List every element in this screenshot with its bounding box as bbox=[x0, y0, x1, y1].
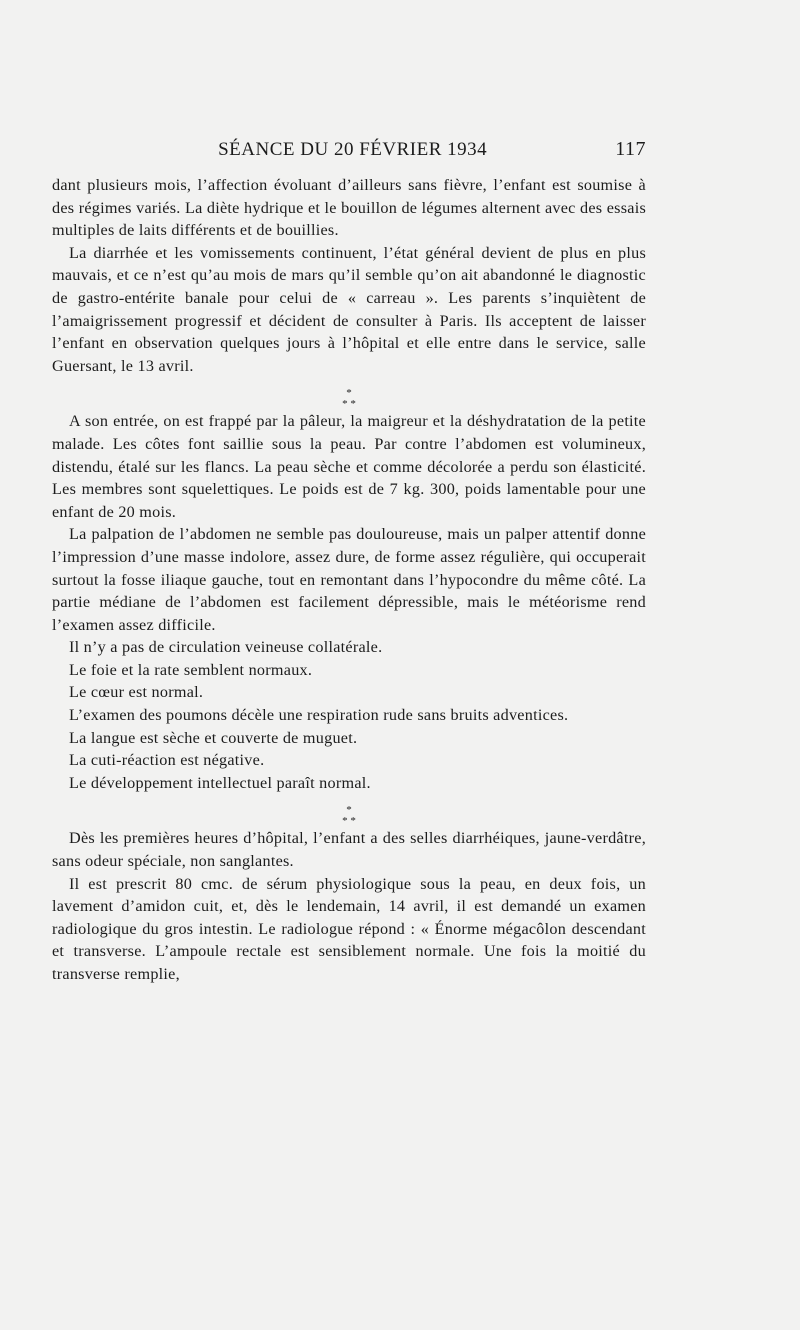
paragraph: Dès les premières heures d’hôpital, l’enfant a des selles diarrhéiques, jaune-verdâtre, sans odeur spéciale, non sanglantes. bbox=[52, 829, 646, 871]
paragraph: La diarrhée et les vomissements continuent, l’état général devient de plus en plus mauvais, et ce n’est qu’au mois de mars qu’il semble qu’on ait abandonné le diagnostic de gastro-entérite banale pour celui de « carreau ». Les parents s’inquiètent de l’amaigrissement progressif et décident de consulter à Paris. Ils acceptent de laisser l’enfant en observation quelques jours à l’hôpital et elle entre dans le service, salle Guersant, le 13 avril. bbox=[52, 243, 646, 375]
separator-stars-bottom: * * bbox=[342, 815, 356, 828]
section-history bbox=[52, 174, 646, 377]
paragraph: L’examen des poumons décèle une respiration rude sans bruits adventices. bbox=[69, 706, 569, 725]
separator-stars-bottom: * * bbox=[342, 398, 356, 411]
section-separator bbox=[52, 794, 646, 827]
page-number: 117 bbox=[615, 138, 646, 160]
paragraph: dant plusieurs mois, l’affection évoluant d’ailleurs sans fièvre, l’enfant est soumise à des régimes variés. La diète hydrique et le bouillon de légumes alternent avec des essais multiples de laits différents et de bouillies. bbox=[52, 176, 646, 240]
section-hospital-course bbox=[52, 827, 646, 985]
running-header bbox=[52, 138, 646, 174]
paragraph: La palpation de l’abdomen ne semble pas douloureuse, mais un palper attentif donne l’impression d’une masse indolore, assez dure, de forme assez régulière, qui occuperait surtout la fosse iliaque gauche, tout en remontant dans l’hypocondre du même côté. La partie médiane de l’abdomen est facilement dépressible, mais le météorisme rend l’examen assez difficile. bbox=[52, 525, 646, 634]
paragraph: La cuti-réaction est négative. bbox=[69, 751, 265, 770]
paragraph: Le foie et la rate semblent normaux. bbox=[69, 660, 313, 679]
running-title: SÉANCE DU 20 FÉVRIER 1934 bbox=[218, 139, 488, 160]
document-page bbox=[52, 138, 646, 986]
separator-star-top: * bbox=[346, 804, 352, 817]
paragraph: Le développement intellectuel paraît normal. bbox=[69, 773, 371, 792]
section-admission bbox=[52, 410, 646, 794]
paragraph: Le cœur est normal. bbox=[69, 683, 204, 702]
paragraph: Il n’y a pas de circulation veineuse collatérale. bbox=[69, 638, 383, 657]
separator-star-top: * bbox=[346, 387, 352, 400]
paragraph: Il est prescrit 80 cmc. de sérum physiologique sous la peau, en deux fois, un lavement d’amidon cuit, et, dès le lendemain, 14 avril, il est demandé un examen radiologique du gros intestin. Le radiologue répond : « Énorme mégacôlon descendant et transverse. L’ampoule rectale est sensiblement normale. Une fois la moitié du transverse remplie, bbox=[52, 874, 646, 983]
section-separator bbox=[52, 377, 646, 410]
paragraph: La langue est sèche et couverte de muguet. bbox=[69, 728, 358, 747]
paragraph: A son entrée, on est frappé par la pâleur, la maigreur et la déshydratation de la petite malade. Les côtes font saillie sous la peau. Par contre l’abdomen est volumineux, distendu, étalé sur les flancs. La peau sèche et comme décolorée a perdu son élasticité. Les membres sont squelettiques. Le poids est de 7 kg. 300, poids lamentable pour une enfant de 20 mois. bbox=[52, 412, 646, 521]
